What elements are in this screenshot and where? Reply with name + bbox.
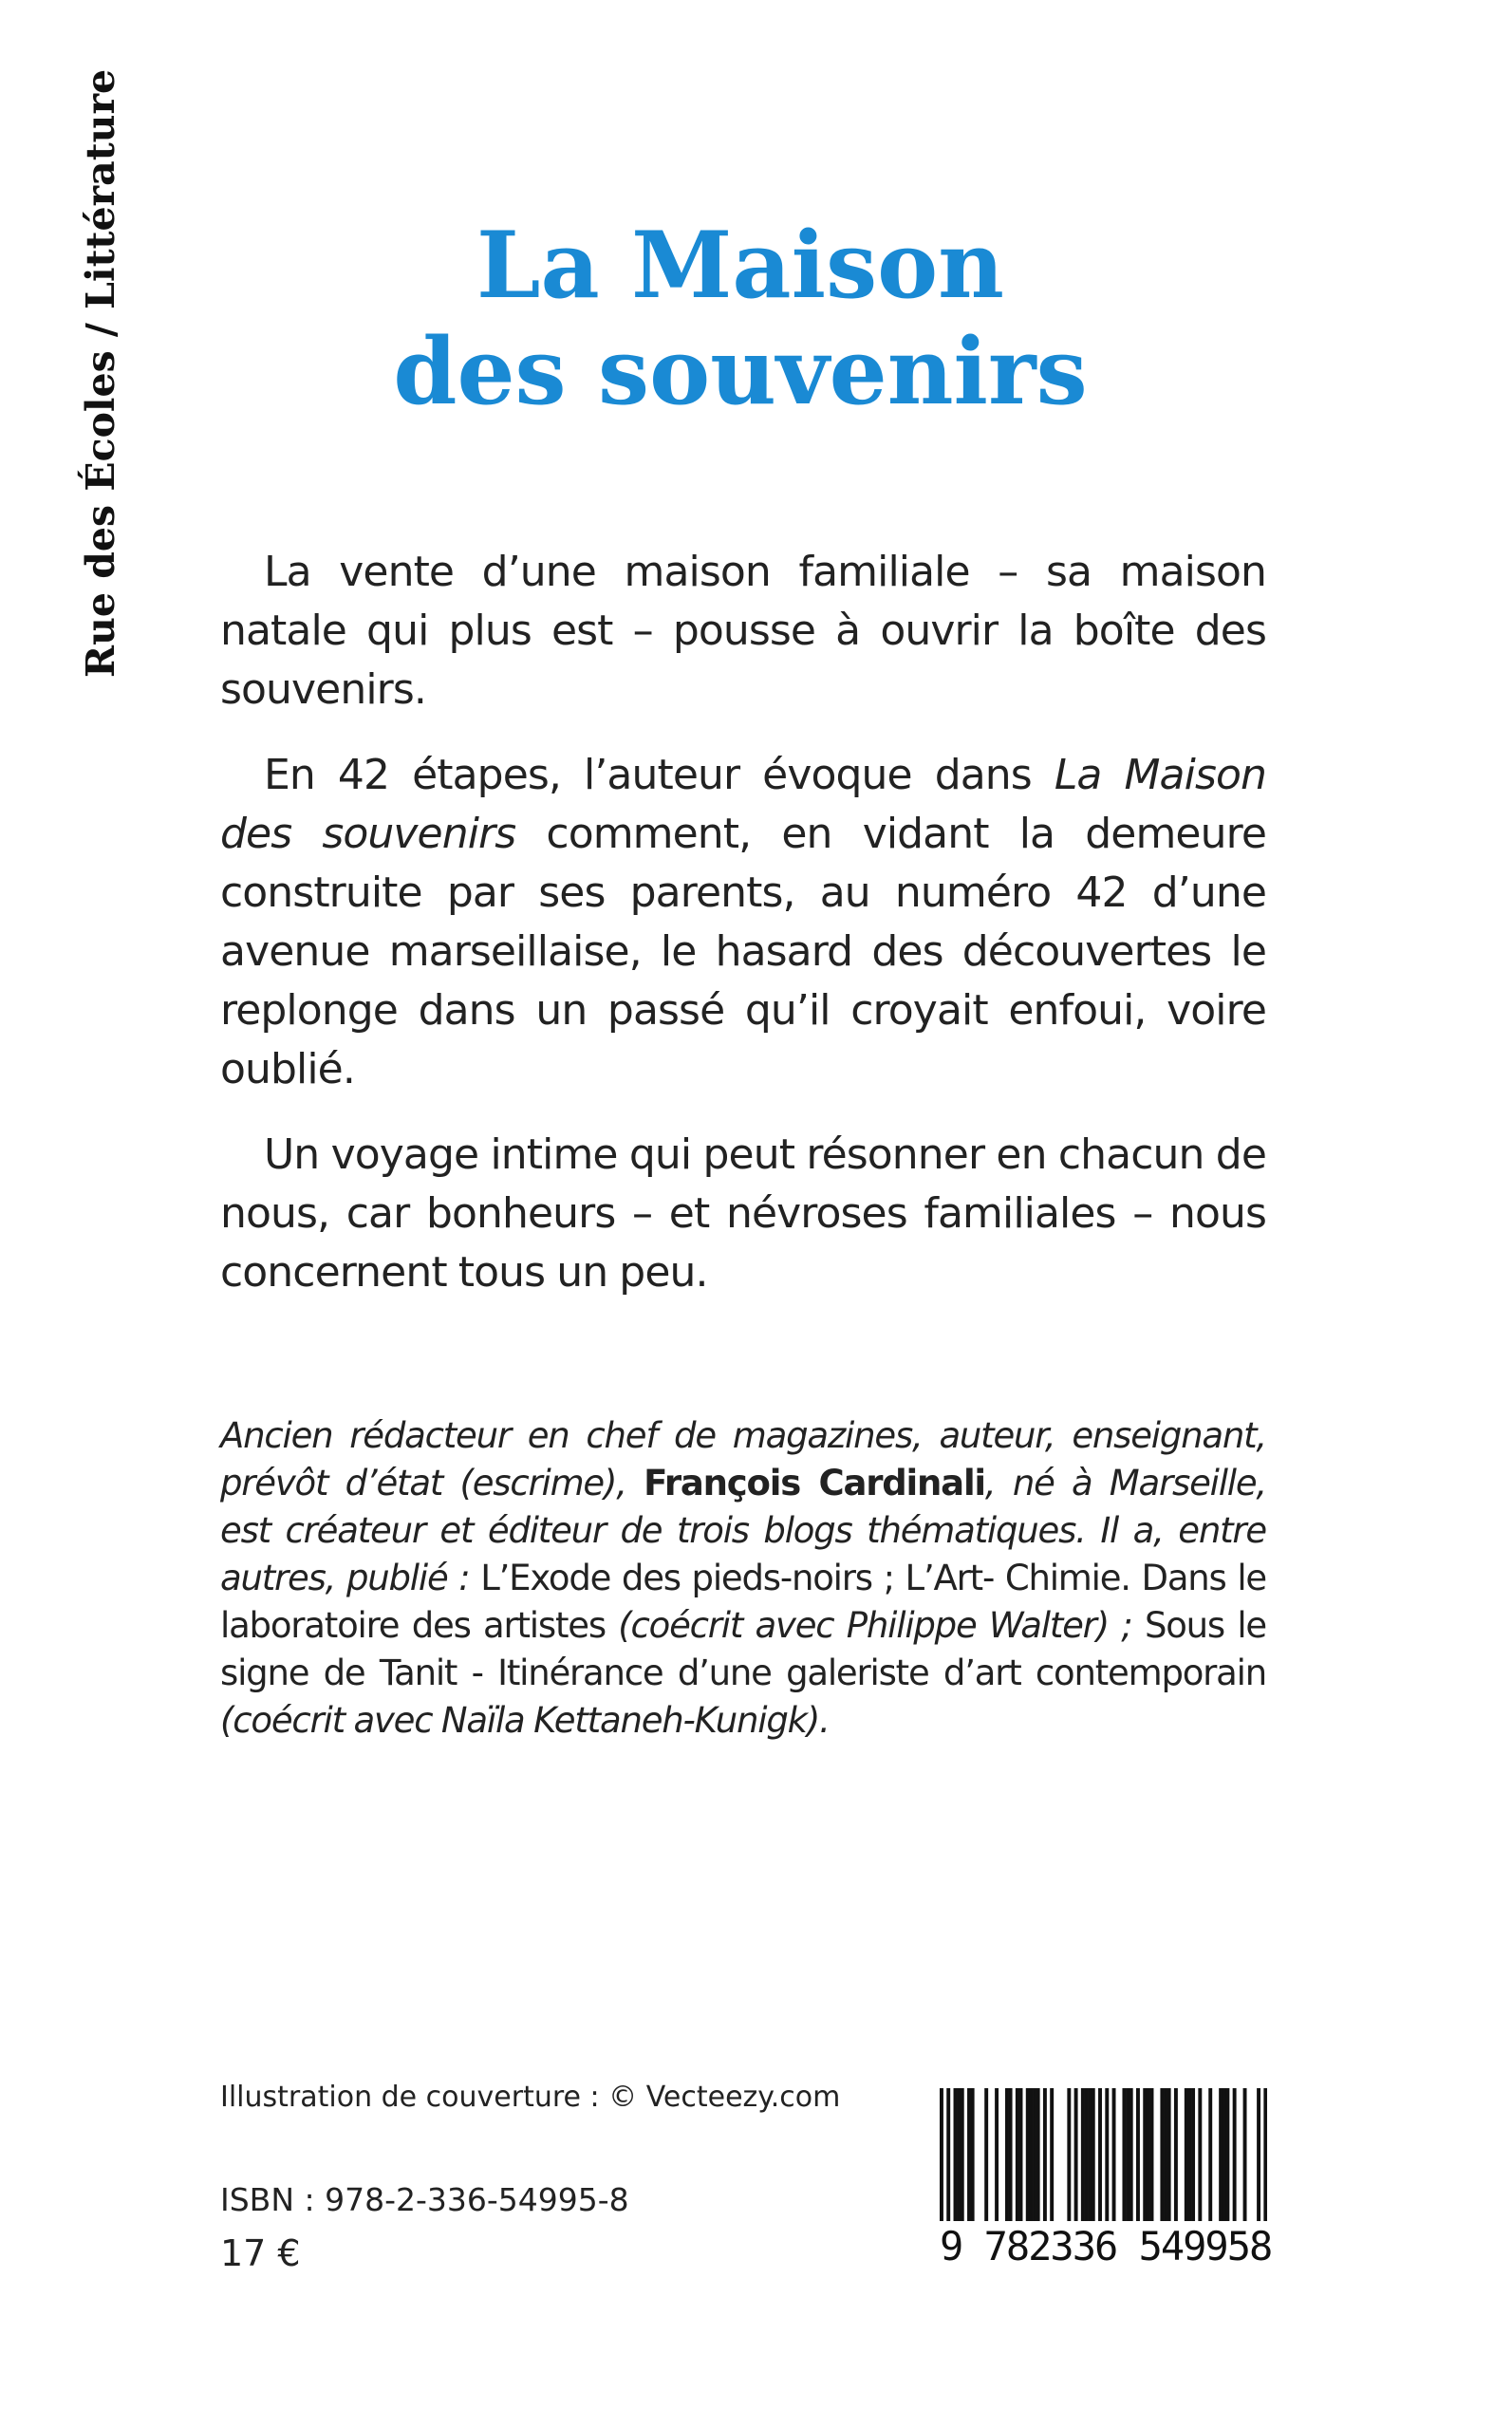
- bio-note-1: (coécrit avec Philippe Walter) ;: [605, 1605, 1145, 1646]
- bio-book-1: L’Exode des pieds-noirs ; L’Art- Chimie. Dans le laboratoire des artistes: [220, 1558, 1266, 1646]
- barcode-number: 9 782336 549958: [940, 2223, 1272, 2269]
- blurb-paragraph-3: Un voyage intime qui peut résonner en chacun de nous, car bonheurs – et névroses familiales – nous concernent tous un peu.: [220, 1130, 1266, 1297]
- blurb-paragraph-1: La vente d’une maison familiale – sa maison natale qui plus est – pousse à ouvrir la boîte des souvenirs.: [220, 548, 1266, 714]
- barcode-bar: [1219, 2088, 1223, 2221]
- barcode-bar: [1009, 2088, 1013, 2221]
- barcode-bar: [1198, 2088, 1202, 2221]
- author-bio-paragraph: [220, 1412, 1266, 1745]
- book-title-line-2: des souvenirs: [393, 318, 1088, 426]
- barcode-bar: [1257, 2088, 1260, 2221]
- barcode-bar: [1005, 2088, 1009, 2221]
- barcode-bar: [1033, 2088, 1036, 2221]
- blurb-paragraph-2: [220, 746, 1266, 1099]
- barcode-bar: [984, 2088, 988, 2221]
- author-bio: [220, 1412, 1266, 1745]
- barcode-bar: [1243, 2088, 1247, 2221]
- isbn-number: ISBN : 978-2-336-54995-8: [220, 2181, 629, 2218]
- book-title: [218, 213, 1262, 425]
- barcode-bar: [1016, 2088, 1019, 2221]
- barcode-bar: [954, 2088, 958, 2221]
- barcode-bar: [1233, 2088, 1237, 2221]
- book-blurb: [220, 543, 1266, 1329]
- barcode-bar: [1225, 2088, 1229, 2221]
- barcode-bar: [1036, 2088, 1040, 2221]
- barcode-bar: [1129, 2088, 1133, 2221]
- barcode-bar: [1167, 2088, 1171, 2221]
- barcode-bar: [1067, 2088, 1071, 2221]
- book-title-line-1: La Maison: [476, 212, 1004, 320]
- barcode-bar: [1050, 2088, 1054, 2221]
- barcode-bar: [995, 2088, 999, 2221]
- barcode-bar: [1164, 2088, 1167, 2221]
- blurb-p2-text-a: En 42 étapes, l’auteur évoque dans: [264, 751, 1055, 799]
- barcode-bar: [1143, 2088, 1147, 2221]
- barcode-bar: [1019, 2088, 1023, 2221]
- price-label: 17 €: [220, 2232, 301, 2274]
- barcode-bar: [1098, 2088, 1102, 2221]
- illustration-credit: Illustration de couverture : © Vecteezy.com: [220, 2081, 841, 2114]
- barcode-bar: [971, 2088, 975, 2221]
- barcode-bar: [1081, 2088, 1085, 2221]
- barcode-bar: [1223, 2088, 1226, 2221]
- barcode-bar: [957, 2088, 961, 2221]
- barcode-bar: [1147, 2088, 1150, 2221]
- barcode-bar: [1112, 2088, 1116, 2221]
- bio-note-2: (coécrit avec Naïla Kettaneh-Kunigk).: [220, 1700, 830, 1741]
- blurb-p2-text-b: comment, en vidant la demeure construite par ses parents, au numéro 42 d’une avenue marseillaise, le hasard des découvertes le replonge dans un passé qu’il croyait enfoui, voire oublié.: [220, 810, 1266, 1093]
- barcode-bar: [967, 2088, 971, 2221]
- barcode-bar: [1263, 2088, 1267, 2221]
- barcode-bar: [1150, 2088, 1154, 2221]
- barcode-bar: [1074, 2088, 1078, 2221]
- barcode-bar: [1208, 2088, 1212, 2221]
- barcode-bar: [1187, 2088, 1191, 2221]
- barcode-bar: [1092, 2088, 1095, 2221]
- barcode-bar: [961, 2088, 964, 2221]
- barcode-bar: [1105, 2088, 1109, 2221]
- bio-intro: Ancien rédacteur en chef de magazines, auteur, enseignant, prévôt d’état (escrime),: [220, 1415, 1266, 1503]
- barcode-bar: [1088, 2088, 1092, 2221]
- blurb-p2-book-title: La Maison des souvenirs: [220, 751, 1266, 858]
- barcode-bar: [940, 2088, 943, 2221]
- barcode-bar: [1029, 2088, 1033, 2221]
- spine-collection-label: Rue des Écoles / Littérature: [78, 68, 123, 678]
- barcode-bar: [1043, 2088, 1047, 2221]
- barcode-bar: [1085, 2088, 1089, 2221]
- barcode-bar: [946, 2088, 950, 2221]
- barcode-bar: [1174, 2088, 1178, 2221]
- barcode: [940, 2088, 1272, 2273]
- barcode-bar: [1191, 2088, 1195, 2221]
- bio-book-2: Sous le signe de Tanit - Itinérance d’une galeriste d’art contemporain: [220, 1605, 1266, 1693]
- author-name: François Cardinali: [644, 1463, 985, 1503]
- barcode-bar: [1136, 2088, 1140, 2221]
- barcode-bar: [1185, 2088, 1188, 2221]
- barcode-bar: [1160, 2088, 1164, 2221]
- bio-middle: , né à Marseille, est créateur et éditeur de trois blogs thématiques. Il a, entre autres, publié :: [220, 1463, 1266, 1598]
- barcode-bar: [1126, 2088, 1129, 2221]
- barcode-bar: [1122, 2088, 1126, 2221]
- barcode-bar: [1026, 2088, 1030, 2221]
- barcode-bars: [940, 2088, 1267, 2221]
